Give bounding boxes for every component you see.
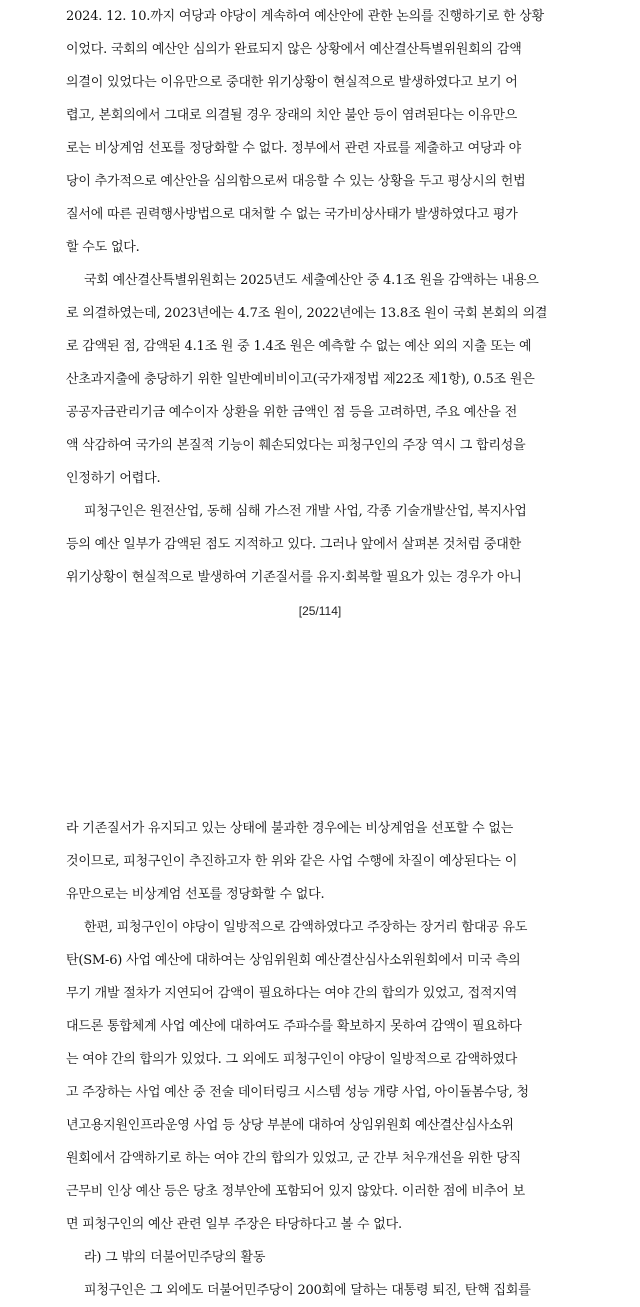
text-line: 할 수도 없다. <box>66 240 140 255</box>
text-line: 고 주장하는 사업 예산 중 전술 데이터링크 시스템 성능 개량 사업, 아이돌봄수당, 청 <box>66 1085 529 1100</box>
text-line: 년고용지원인프라운영 사업 등 상당 부분에 대하여 상임위원회 예산결산심사소위 <box>66 1118 514 1133</box>
text-line: 공공자금관리기금 예수이자 상환을 위한 금액인 점 등을 고려하면, 주요 예산을 전 <box>66 405 518 420</box>
text-line: 라 기존질서가 유지되고 있는 상태에 불과한 경우에는 비상계엄을 선포할 수 없는 <box>66 821 514 836</box>
text-line: 당이 추가적으로 예산안을 심의함으로써 대응할 수 있는 상황을 두고 평상시의 헌법 <box>66 174 526 189</box>
text-line: 대드론 통합체계 사업 예산에 대하여도 주파수를 확보하지 못하여 감액이 필요하다 <box>66 1019 522 1034</box>
text-line: 것이므로, 피청구인이 추진하고자 한 위와 같은 사업 수행에 차질이 예상된다는 이 <box>66 854 518 869</box>
text-line: 2024. 12. 10.까지 여당과 야당이 계속하여 예산안에 관한 논의를 진행하기로 한 상황 <box>66 9 545 24</box>
text-line: 피청구인은 그 외에도 더불어민주당이 200회에 달하는 대통령 퇴진, 탄핵 집회를 <box>84 1283 531 1298</box>
text-block-bottom <box>66 812 576 1307</box>
page-number: [25/114] <box>298 604 342 618</box>
text-line: 근무비 인상 예산 등은 당초 정부안에 포함되어 있지 않았다. 이러한 점에 비추어 보 <box>66 1184 525 1199</box>
text-line: 의결이 있었다는 이유만으로 중대한 위기상황이 현실적으로 발생하였다고 보기 어 <box>66 75 518 90</box>
text-line: 는 여야 간의 합의가 있었다. 그 외에도 피청구인이 야당이 일방적으로 감액하였다 <box>66 1052 518 1067</box>
text-line: 질서에 따른 권력행사방법으로 대처할 수 없는 국가비상사태가 발생하였다고 평가 <box>66 207 518 222</box>
text-line: 국회 예산결산특별위원회는 2025년도 세출예산안 중 4.1조 원을 감액하는 내용으 <box>84 273 539 288</box>
text-line: 로 의결하였는데, 2023년에는 4.7조 원이, 2022년에는 13.8조 원이 국회 본회의 의결 <box>66 306 548 321</box>
text-line: 위기상황이 현실적으로 발생하여 기존질서를 유지·회복할 필요가 있는 경우가 아니 <box>66 570 522 585</box>
text-line: 인정하기 어렵다. <box>66 471 161 486</box>
text-line: 탄(SM-6) 사업 예산에 대하여는 상임위원회 예산결산심사소위원회에서 미국 측의 <box>66 953 521 968</box>
text-block-top <box>66 0 576 594</box>
text-line: 로는 비상계엄 선포를 정당화할 수 없다. 정부에서 관련 자료를 제출하고 여당과 야 <box>66 141 522 156</box>
text-line: 렵고, 본회의에서 그대로 의결될 경우 장래의 치안 불안 등이 염려된다는 이유만으 <box>66 108 518 123</box>
text-line: 피청구인은 원전산업, 동해 심해 가스전 개발 사업, 각종 기술개발산업, 복지사업 <box>84 504 527 519</box>
text-line: 유만으로는 비상계엄 선포를 정당화할 수 없다. <box>66 887 325 902</box>
text-line: 면 피청구인의 예산 관련 일부 주장은 타당하다고 볼 수 없다. <box>66 1217 402 1232</box>
text-line: 액 삭감하여 국가의 본질적 기능이 훼손되었다는 피청구인의 주장 역시 그 합리성을 <box>66 438 526 453</box>
text-line: 무기 개발 절차가 지연되어 감액이 필요하다는 여야 간의 합의가 있었고, 접적지역 <box>66 986 518 1001</box>
text-line: 한편, 피청구인이 야당이 일방적으로 감액하였다고 주장하는 장거리 함대공 유도 <box>84 920 528 935</box>
text-line: 등의 예산 일부가 감액된 점도 지적하고 있다. 그러나 앞에서 살펴본 것처럼 중대한 <box>66 537 522 552</box>
text-line: 원회에서 감액하기로 하는 여야 간의 합의가 있었고, 군 간부 처우개선을 위한 당직 <box>66 1151 522 1166</box>
text-line: 로 감액된 점, 감액된 4.1조 원 중 1.4조 원은 예측할 수 없는 예산 외의 지출 또는 예 <box>66 339 532 354</box>
text-line: 산초과지출에 충당하기 위한 일반예비비이고(국가재정법 제22조 제1항), 0.5조 원은 <box>66 372 535 387</box>
text-line: 이었다. 국회의 예산안 심의가 완료되지 않은 상황에서 예산결산특별위원회의 감액 <box>66 42 522 57</box>
section-heading: 라) 그 밖의 더불어민주당의 활동 <box>84 1250 266 1265</box>
